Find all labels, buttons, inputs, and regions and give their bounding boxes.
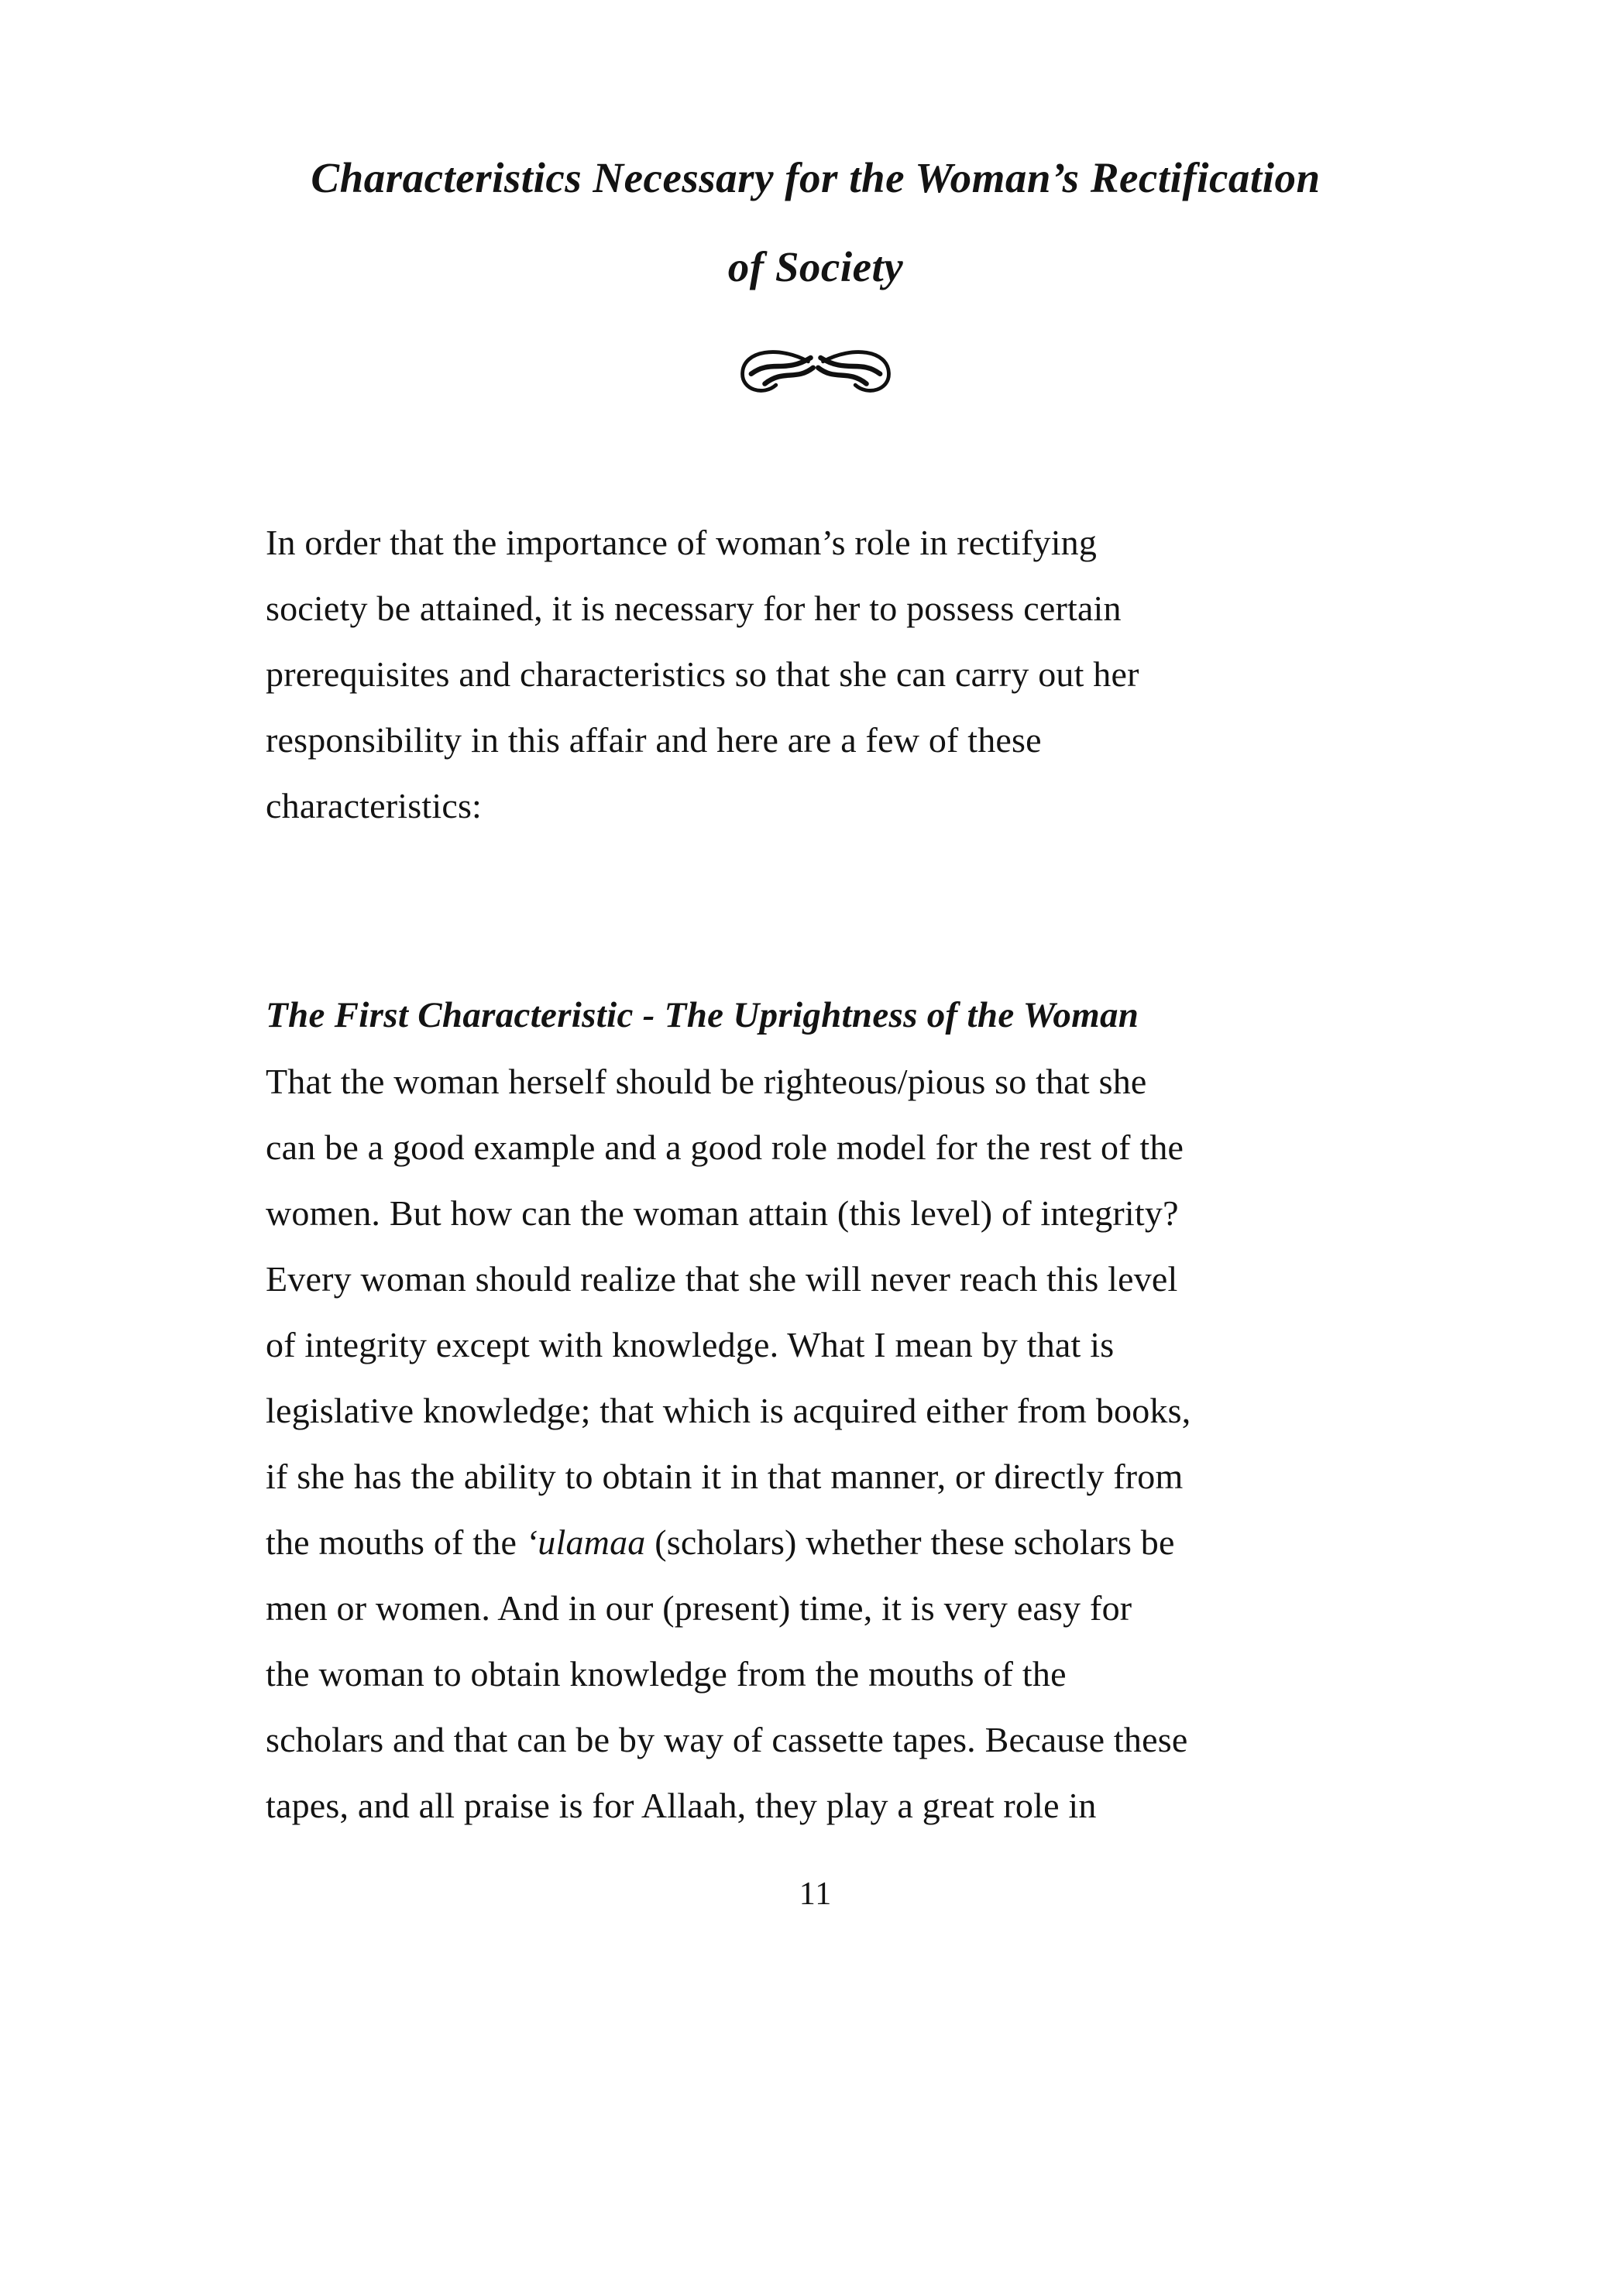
text-line: That the woman herself should be righteous/pious so that she [266,1062,1147,1101]
section-heading: The First Characteristic - The Uprightness of the Woman [266,995,1139,1035]
page-number: 11 [799,1876,833,1912]
text-segment-italic-term: ‘ulamaa [525,1522,646,1562]
text-segment: (scholars) whether these scholars be [645,1522,1175,1562]
text-line: scholars and that can be by way of cassette tapes. Because these [266,1720,1188,1759]
text-line: Every woman should realize that she will never reach this level [266,1259,1178,1299]
text-line: In order that the importance of woman’s role in rectifying [266,523,1098,562]
text-line: the woman to obtain knowledge from the mouths of the [266,1654,1067,1694]
text-line: society be attained, it is necessary for her to possess certain [266,589,1122,628]
text-line: men or women. And in our (present) time, it is very easy for [266,1588,1132,1628]
text-line: responsibility in this affair and here are a few of these [266,720,1042,760]
text-line: can be a good example and a good role model for the rest of the [266,1127,1184,1167]
text-line: prerequisites and characteristics so that she can carry out her [266,654,1139,694]
page-content [266,0,1366,1913]
text-line [266,1509,1366,1575]
text-line: women. But how can the woman attain (this level) of integrity? [266,1193,1179,1233]
text-line: tapes, and all praise is for Allaah, they play a great role in [266,1786,1097,1825]
chapter-title-line-2: of Society [727,243,904,290]
text-line: legislative knowledge; that which is acquired either from books, [266,1391,1191,1430]
section-paragraph [266,1048,1366,1838]
text-line: of integrity except with knowledge. What I mean by that is [266,1325,1115,1364]
text-segment: the mouths of the [266,1522,526,1562]
intro-paragraph [266,510,1366,839]
text-line: if she has the ability to obtain it in that manner, or directly from [266,1457,1184,1496]
flourish-ornament-icon [266,345,1366,401]
text-line: characteristics: [266,786,483,825]
chapter-title [266,133,1366,311]
chapter-title-line-1: Characteristics Necessary for the Woman’s Rectification [311,154,1321,201]
